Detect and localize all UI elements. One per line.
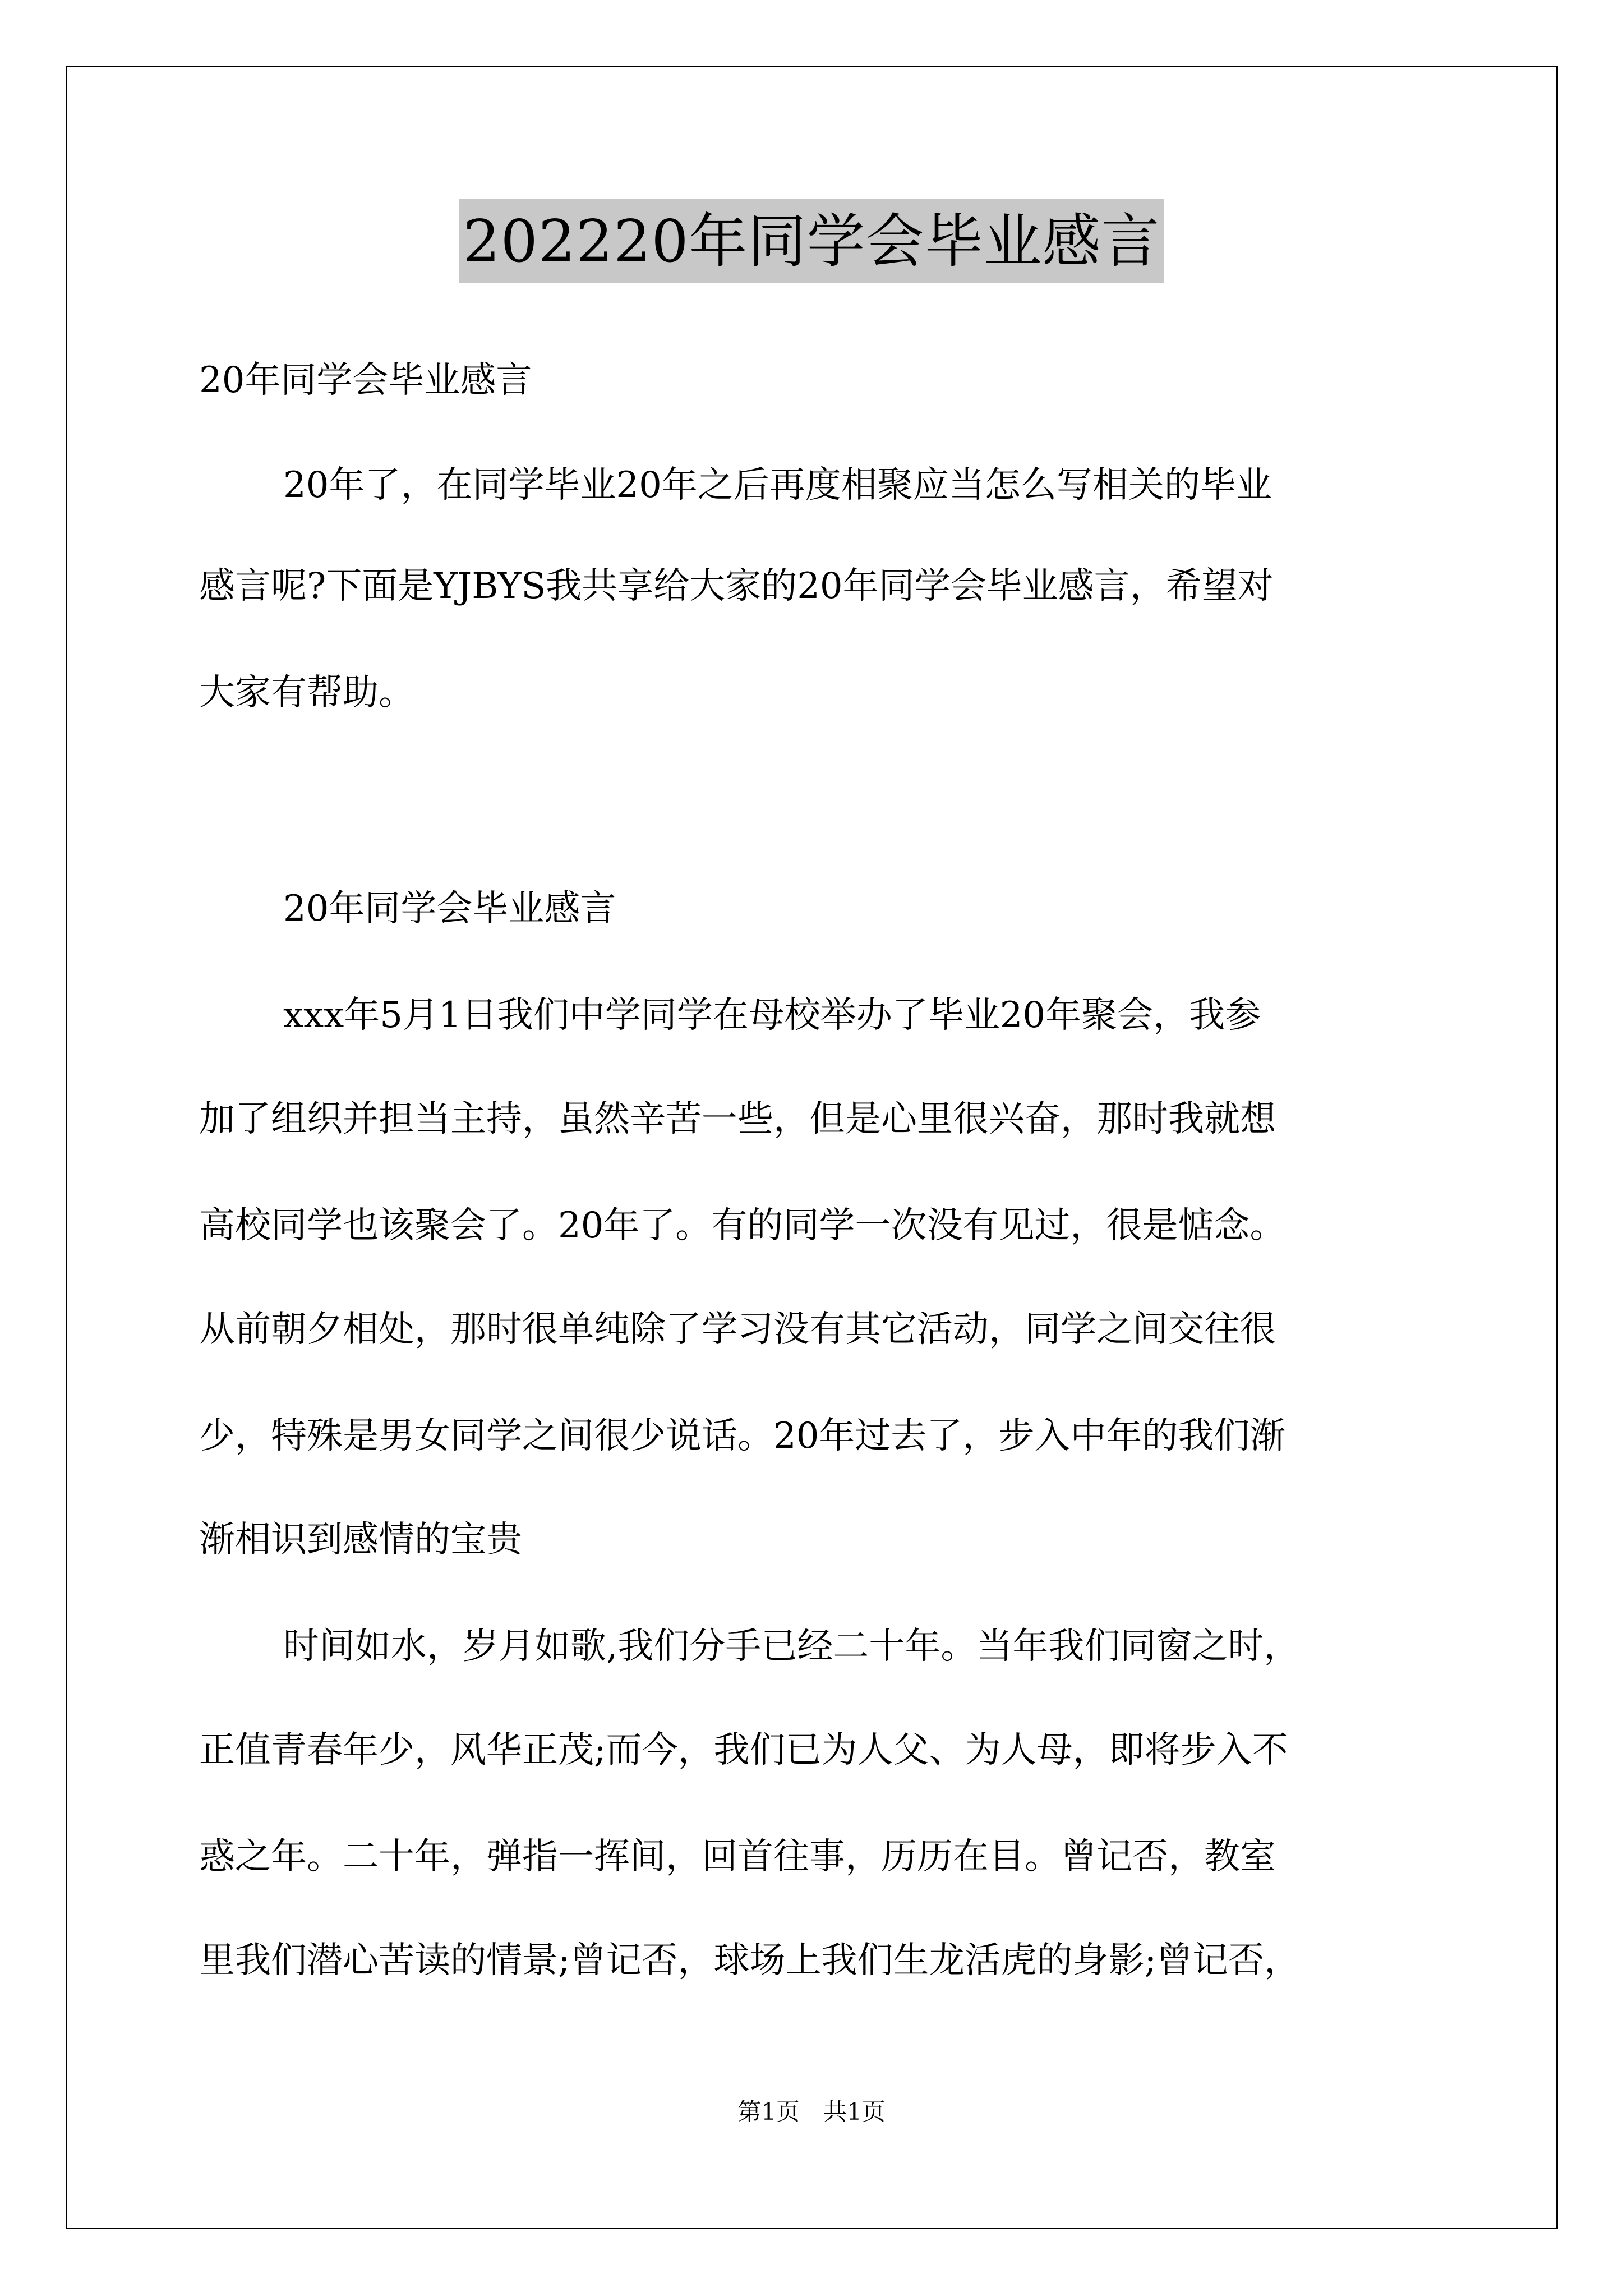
paragraph-line: 大家有帮助。 <box>199 672 414 714</box>
paragraph-line: 时间如水，岁月如歌,我们分手已经二十年。当年我们同窗之时， <box>283 1626 1300 1667</box>
paragraph-line: 高校同学也该聚会了。20年了。有的同学一次没有见过，很是惦念。 <box>199 1205 1286 1246</box>
paragraph-line: 从前朝夕相处，那时很单纯除了学习没有其它活动，同学之间交往很 <box>199 1309 1276 1350</box>
paragraph-line: xxx年5月1日我们中学同学在母校举办了毕业20年聚会，我参 <box>283 995 1261 1036</box>
paragraph-line: 惑之年。二十年，弹指一挥间，回首往事，历历在目。曾记否，教室 <box>199 1836 1276 1878</box>
paragraph-line: 正值青春年少，风华正茂;而今，我们已为人父、为人母，即将步入不 <box>199 1729 1288 1771</box>
subtitle-line: 20年同学会毕业感言 <box>199 360 532 401</box>
document-title: 202220年同学会毕业感言 <box>459 199 1163 283</box>
paragraph-line: 少，特殊是男女同学之间很少说话。20年过去了，步入中年的我们渐 <box>199 1415 1286 1457</box>
paragraph-line: 加了组织并担当主持，虽然辛苦一些，但是心里很兴奋，那时我就想 <box>199 1098 1276 1140</box>
paragraph-line: 渐相识到感情的宝贵 <box>199 1519 522 1561</box>
paragraph-line: 里我们潜心苦读的情景;曾记否，球场上我们生龙活虎的身影;曾记否， <box>199 1940 1301 1981</box>
paragraph-line: 20年了，在同学毕业20年之后再度相聚应当怎么写相关的毕业 <box>283 464 1272 506</box>
title-container <box>0 199 1623 283</box>
paragraph-line: 感言呢?下面是YJBYS我共享给大家的20年同学会毕业感言，希望对 <box>199 565 1274 607</box>
page-number: 第1页 共1页 <box>737 2098 886 2125</box>
section-heading: 20年同学会毕业感言 <box>283 888 616 930</box>
